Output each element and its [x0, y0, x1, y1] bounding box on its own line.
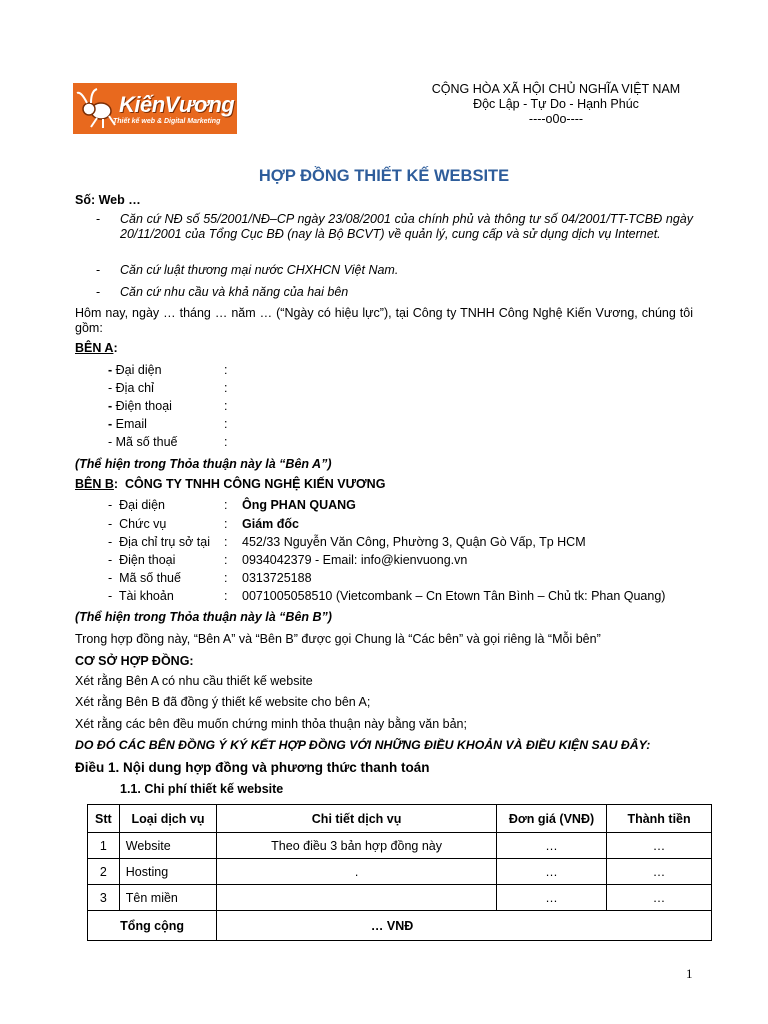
field-colon: :: [224, 589, 228, 603]
table-cell: [217, 885, 497, 911]
article-1-heading: Điều 1. Nội dung hợp đồng và phương thức thanh toán: [75, 760, 430, 775]
party-b-address: 452/33 Nguyễn Văn Công, Phường 3, Quận Gò Vấp, Tp HCM: [242, 535, 586, 549]
field-colon: :: [224, 417, 228, 431]
parties-definition: Trong hợp đồng này, “Bên A” và “Bên B” được gọi Chung là “Các bên” và gọi riêng là “Mỗi bên”: [75, 632, 601, 646]
field-colon: :: [224, 498, 228, 512]
national-header: [400, 82, 712, 127]
table-cell: .: [217, 859, 497, 885]
party-b-heading: BÊN B: CÔNG TY TNHH CÔNG NGHỆ KIẾN VƯƠNG: [75, 477, 386, 491]
table-cell: 3: [88, 885, 120, 911]
party-b-field-label: - Điện thoại: [108, 553, 176, 567]
whereas-item: Xét rằng Bên B đã đồng ý thiết kế website cho bên A;: [75, 695, 371, 709]
table-cell: Theo điều 3 bản hợp đồng này: [217, 833, 497, 859]
party-b-representative: Ông PHAN QUANG: [242, 498, 356, 512]
party-b-field-label: - Đại diện: [108, 498, 165, 512]
table-cell: 1: [88, 833, 120, 859]
party-a-field-phone: - Điện thoại: [108, 399, 172, 413]
table-row: [88, 833, 712, 859]
field-colon: :: [224, 435, 228, 449]
bullet-dash: -: [96, 285, 101, 299]
table-header: Đơn giá (VNĐ): [496, 805, 606, 833]
party-a-field-representative: - Đại diện: [108, 363, 162, 377]
national-motto-line3: ----o0o----: [528, 112, 584, 126]
page-number: 1: [686, 966, 693, 981]
party-b-phone-email: 0934042379 - Email: info@kienvuong.vn: [242, 553, 468, 567]
field-colon: :: [224, 381, 228, 395]
basis-item: Căn cứ nhu cầu và khả năng của hai bên: [120, 285, 349, 299]
table-header: Loại dịch vụ: [119, 805, 216, 833]
table-header: Thành tiền: [607, 805, 712, 833]
table-cell: 2: [88, 859, 120, 885]
contract-number: Số: Web …: [75, 193, 141, 207]
national-motto-line2: Độc Lập - Tự Do - Hạnh Phúc: [473, 97, 639, 111]
field-colon: :: [224, 399, 228, 413]
document-title: HỢP ĐỒNG THIẾT KẾ WEBSITE: [258, 167, 510, 185]
total-value: … VNĐ: [217, 911, 712, 941]
table-total-row: [88, 911, 712, 941]
basis-item: Căn cứ NĐ số 55/2001/NĐ–CP ngày 23/08/2001 của chính phủ và thông tư số 04/2001/TT-TCBĐ ngày 20/11/2001 của Tổng Cục BĐ (nay là Bộ BCVT) về quản lý, cung cấp và sử dụng dịch vụ Internet.: [120, 212, 693, 241]
table-cell: …: [496, 885, 606, 911]
total-label: Tổng cộng: [88, 911, 217, 941]
table-cell: Website: [119, 833, 216, 859]
table-cell: …: [607, 833, 712, 859]
party-a-heading: BÊN A:: [75, 341, 118, 355]
table-cell: …: [607, 859, 712, 885]
party-a-field-address: - Địa chỉ: [108, 381, 154, 395]
national-motto-line1: CỘNG HÒA XÃ HỘI CHỦ NGHĨA VIỆT NAM: [431, 82, 681, 96]
party-a-field-email: - Email: [108, 417, 147, 431]
table-cell: …: [496, 859, 606, 885]
field-colon: :: [224, 553, 228, 567]
table-row: [88, 859, 712, 885]
bullet-dash: -: [96, 263, 101, 277]
fee-table: [87, 804, 712, 941]
party-b-field-label: - Tài khoản: [108, 589, 174, 603]
party-b-field-label: - Chức vụ: [108, 517, 167, 531]
table-cell: Hosting: [119, 859, 216, 885]
party-a-note: (Thể hiện trong Thỏa thuận này là “Bên A”): [75, 457, 332, 471]
field-colon: :: [224, 363, 228, 377]
basis-item: Căn cứ luật thương mại nước CHXHCN Việt Nam.: [120, 263, 399, 277]
field-colon: :: [224, 571, 228, 585]
party-b-note: (Thể hiện trong Thỏa thuận này là “Bên B”): [75, 610, 332, 624]
bullet-dash: -: [96, 212, 101, 226]
table-cell: …: [496, 833, 606, 859]
party-b-bank-account: 0071005058510 (Vietcombank – Cn Etown Tân Bình – Chủ tk: Phan Quang): [242, 589, 666, 603]
field-colon: :: [224, 535, 228, 549]
party-b-tax-code: 0313725188: [242, 571, 312, 585]
table-header-row: [88, 805, 712, 833]
party-b-company: CÔNG TY TNHH CÔNG NGHỆ KIẾN VƯƠNG: [125, 477, 386, 491]
party-b-position: Giám đốc: [242, 517, 299, 531]
party-a-field-tax-code: - Mã số thuế: [108, 435, 178, 449]
table-header: Stt: [88, 805, 120, 833]
party-b-field-label: - Mã số thuế: [108, 571, 181, 585]
table-cell: Tên miền: [119, 885, 216, 911]
company-logo: [73, 83, 237, 134]
basis-heading: CƠ SỞ HỢP ĐỒNG:: [75, 654, 194, 668]
table-header: Chi tiết dịch vụ: [217, 805, 497, 833]
party-b-field-label: - Địa chỉ trụ sở tại: [108, 535, 210, 549]
agreement-statement: DO ĐÓ CÁC BÊN ĐỒNG Ý KÝ KẾT HỢP ĐỒNG VỚI NHỮNG ĐIỀU KHOẢN VÀ ĐIỀU KIỆN SAU ĐÂY:: [75, 738, 651, 752]
field-colon: :: [224, 517, 228, 531]
table-cell: …: [607, 885, 712, 911]
whereas-item: Xét rằng Bên A có nhu cầu thiết kế website: [75, 674, 313, 688]
intro-paragraph: Hôm nay, ngày … tháng … năm … (“Ngày có hiệu lực”), tại Công ty TNHH Công Nghệ Kiến Vương, chúng tôi gồm:: [75, 306, 693, 335]
whereas-item: Xét rằng các bên đều muốn chứng minh thỏa thuận này bằng văn bản;: [75, 717, 467, 731]
logo-brand-text: KiếnVương: [119, 92, 235, 117]
logo-tagline: Thiết kế web & Digital Marketing: [113, 118, 221, 125]
section-1-1-heading: 1.1. Chi phí thiết kế website: [120, 782, 284, 796]
table-row: [88, 885, 712, 911]
